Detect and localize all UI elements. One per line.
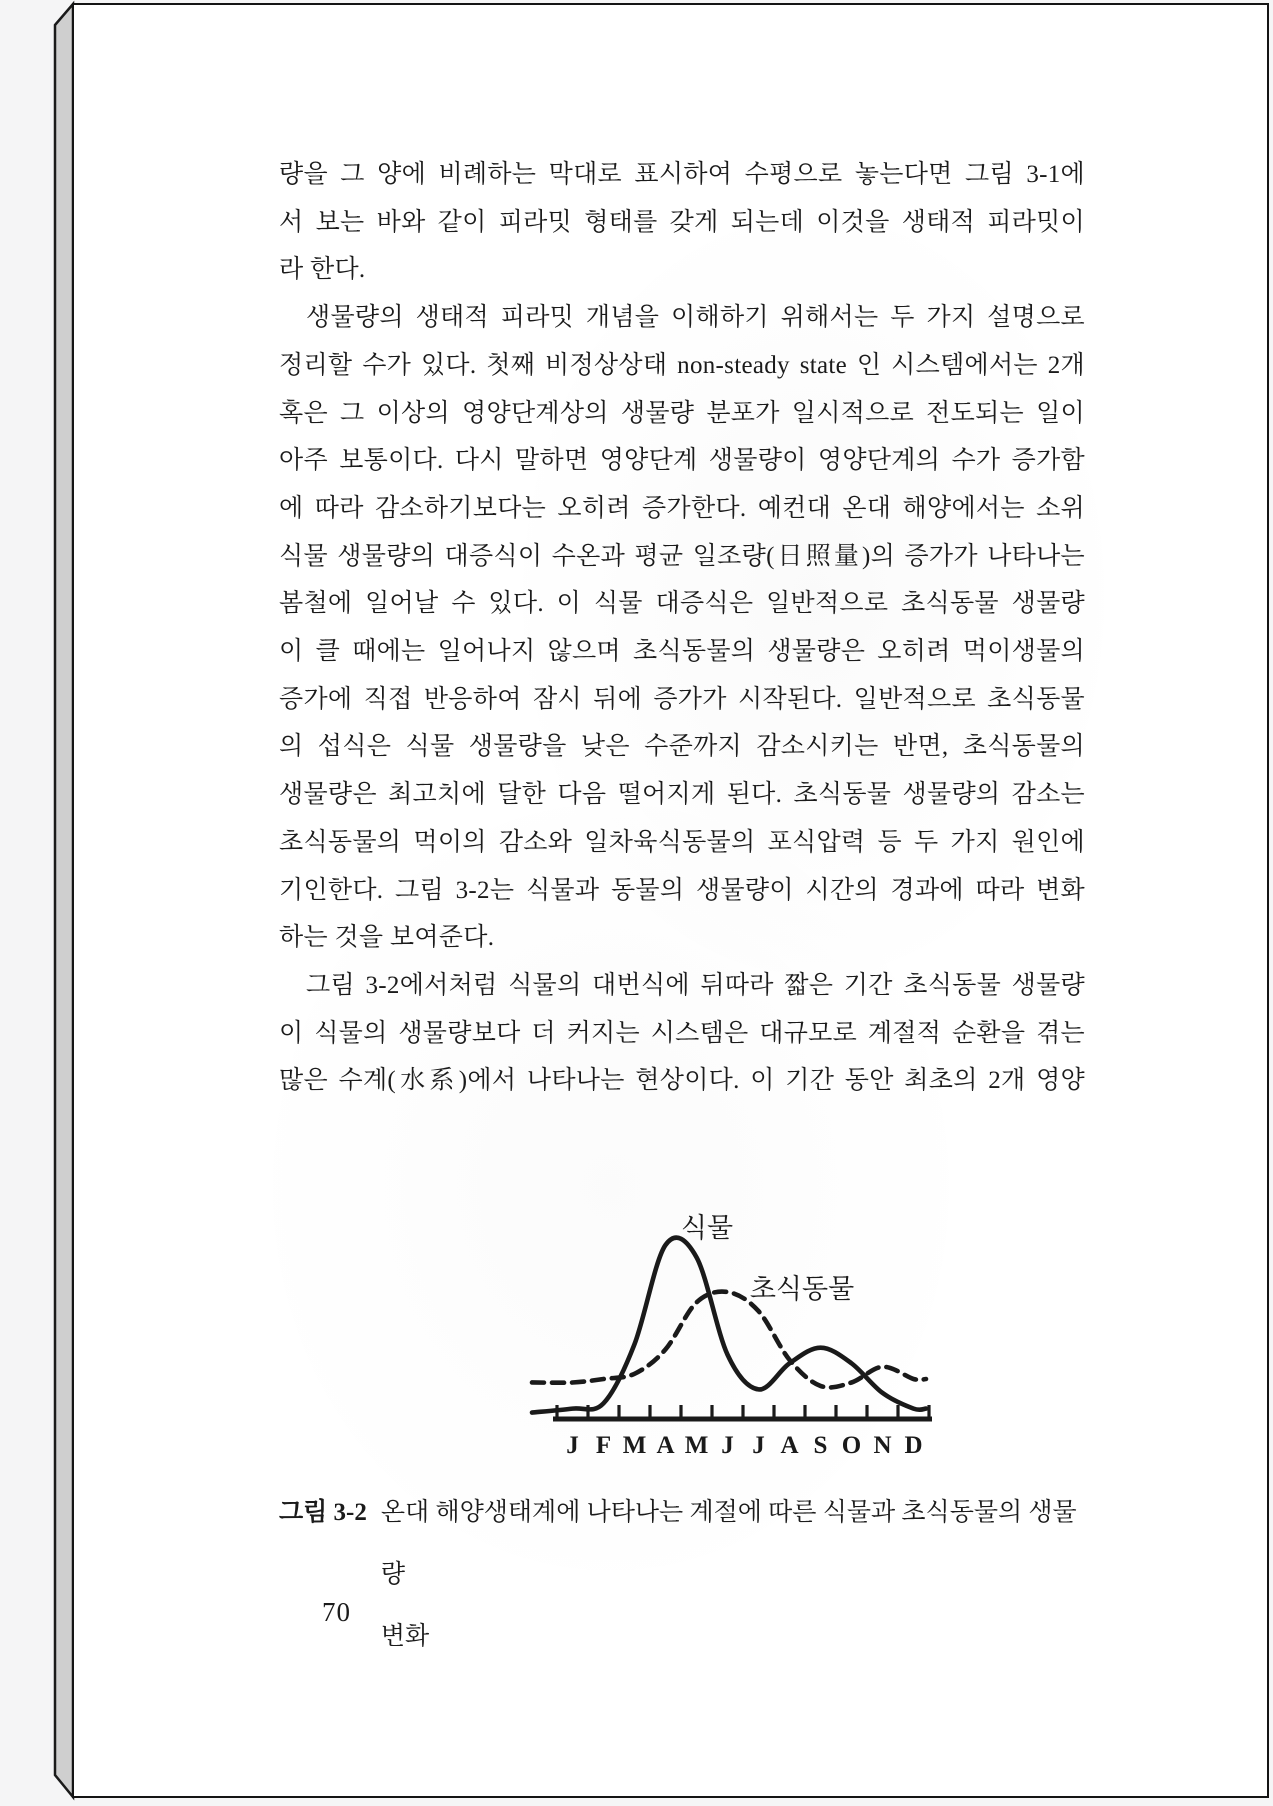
text-line: 기인한다. 그림 3-2는 식물과 동물의 생물량이 시간의 경과에 따라 변화 (279, 876, 1085, 904)
month-label: D (904, 1432, 923, 1459)
text-line: 증가에 직접 반응하여 잠시 뒤에 증가가 시작된다. 일반적으로 초식동물 (279, 685, 1085, 713)
plant-curve (532, 1238, 926, 1413)
plant-label: 식물 (680, 1213, 734, 1243)
text-line: 에 따라 감소하기보다는 오히려 증가한다. 예컨대 온대 해양에서는 소위 (279, 494, 1085, 522)
month-label: M (684, 1432, 709, 1459)
text-line: 초식동물의 먹이의 감소와 일차육식동물의 포식압력 등 두 가지 원인에 (279, 828, 1085, 856)
figure-3-2-chart (502, 1197, 952, 1469)
text-line: 많은 수계(水系)에서 나타나는 현상이다. 이 기간 동안 최초의 2개 영양 (279, 1067, 1085, 1095)
text-line: 혹은 그 이상의 영양단계상의 생물량 분포가 일시적으로 전도되는 일이 (279, 399, 1085, 427)
month-label: S (813, 1432, 828, 1459)
month-label: O (841, 1432, 862, 1459)
text-line: 그림 3-2에서처럼 식물의 대번식에 뒤따라 짧은 기간 초식동물 생물량 (306, 971, 1085, 999)
text-line: 봄철에 일어날 수 있다. 이 식물 대증식은 일반적으로 초식동물 생물량 (279, 590, 1085, 618)
body-text (279, 151, 1085, 1105)
month-label: J (721, 1432, 734, 1459)
month-label: J (566, 1432, 579, 1459)
figure-caption-line2: 변화 (380, 1623, 430, 1650)
figure-caption (279, 1482, 1091, 1668)
figure-caption-number: 그림 3-2 (279, 1499, 367, 1526)
text-line: 생물량의 생태적 피라밋 개념을 이해하기 위해서는 두 가지 설명으로 (306, 304, 1085, 332)
text-line: 식물 생물량의 대증식이 수온과 평균 일조량(日照量)의 증가가 나타나는 (279, 542, 1085, 570)
month-label: M (622, 1432, 647, 1459)
text-line: 정리할 수가 있다. 첫째 비정상상태 non-steady state 인 시스템에서는 2개 (279, 351, 1085, 379)
text-line: 서 보는 바와 같이 피라밋 형태를 갖게 되는데 이것을 생태적 피라밋이 (279, 208, 1085, 236)
month-label: F (595, 1432, 612, 1459)
month-label: J (752, 1432, 765, 1459)
month-label: N (873, 1432, 892, 1459)
text-line: 아주 보통이다. 다시 말하면 영양단계 생물량이 영양단계의 수가 증가함 (279, 447, 1085, 475)
text-line: 량을 그 양에 비례하는 막대로 표시하여 수평으로 놓는다면 그림 3-1에 (279, 161, 1085, 188)
spine-edge-shape (55, 4, 73, 1797)
figure-caption-line1: 온대 해양생태계에 나타나는 계절에 따른 식물과 초식동물의 생물량 (380, 1499, 1077, 1588)
text-line: 하는 것을 보여준다. (279, 924, 495, 952)
text-line: 의 섭식은 식물 생물량을 낮은 수준까지 감소시키는 반면, 초식동물의 (279, 733, 1085, 761)
text-line: 이 클 때에는 일어나지 않으며 초식동물의 생물량은 오히려 먹이생물의 (279, 638, 1085, 666)
herbivore-curve (532, 1292, 926, 1388)
page (72, 3, 1269, 1798)
figure-caption-text (381, 1482, 1091, 1668)
text-line: 생물량은 최고치에 달한 다음 떨어지게 된다. 초식동물 생물량의 감소는 (279, 781, 1085, 809)
page-number: 70 (322, 1597, 351, 1627)
month-label: A (656, 1432, 675, 1459)
month-label: A (780, 1432, 799, 1459)
text-line: 이 식물의 생물량보다 더 커지는 시스템은 대규모로 계절적 순환을 겪는 (279, 1019, 1085, 1047)
text-line: 라 한다. (279, 256, 366, 284)
herbivore-label: 초식동물 (749, 1274, 855, 1304)
